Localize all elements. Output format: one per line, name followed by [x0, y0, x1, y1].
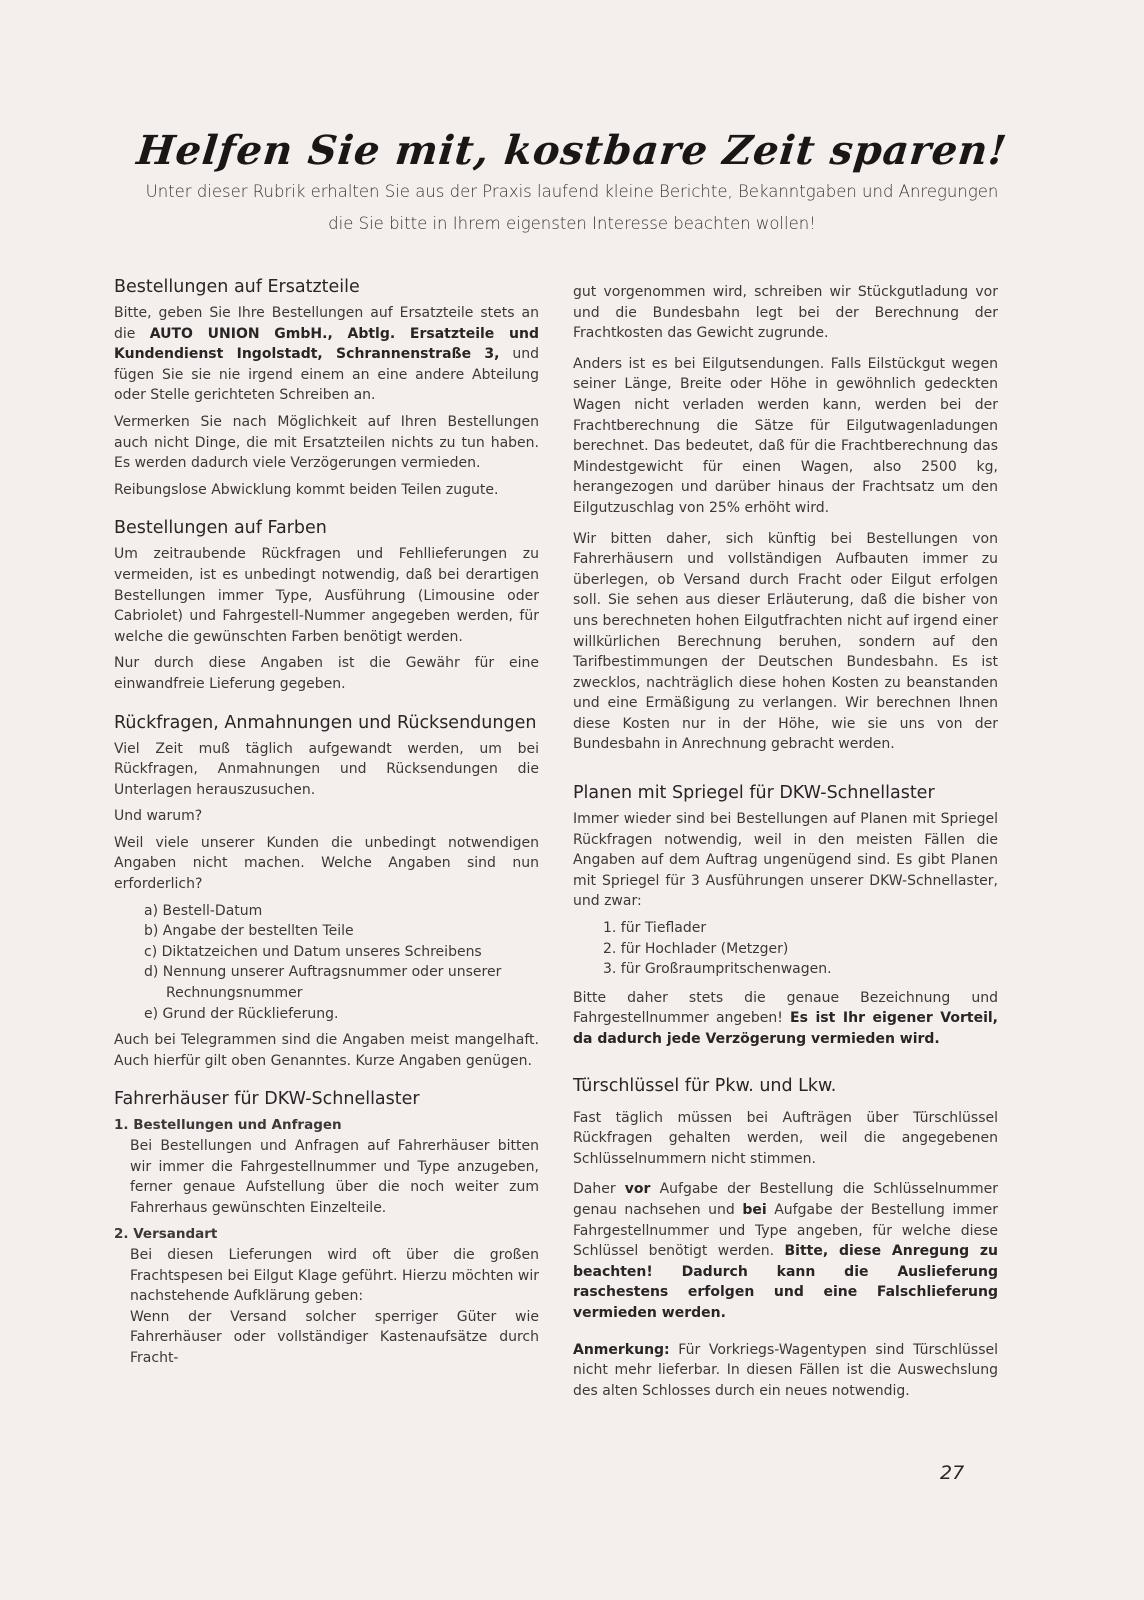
paragraph: Bei Bestellungen und Anfragen auf Fahrerhäuser bitten wir immer die Fahrgestellnummer und Type anzugeben, ferner genaue Aufstellung über die noch weiter zum Fahrerhaus gewünschten Einzelteile.	[130, 1138, 539, 1216]
required-info-list	[114, 901, 539, 1025]
list-item: c) Diktatzeichen und Datum unseres Schreibens	[144, 943, 482, 960]
section-ersatzteile	[114, 275, 539, 500]
note-paragraph	[573, 1340, 998, 1402]
section-heading: Bestellungen auf Farben	[114, 518, 327, 539]
paragraph: Fast täglich müssen bei Aufträgen über Türschlüssel Rückfragen gehalten werden, weil die angegebenen Schlüsselnummern nicht stimmen.	[573, 1109, 998, 1167]
right-column	[573, 282, 998, 1417]
subsection-title: 1. Bestellungen und Anfragen	[114, 1117, 342, 1134]
paragraph: Anders ist es bei Eilgutsendungen. Falls Eilstückgut wegen seiner Länge, Breite oder Höhe in gewöhnlich gedeckten Wagen nicht verladen werden kann, werden bei der Frachtberechnung die Sätze für Eilgutwagenladungen berechnet. Das bedeutet, daß für die Frachtberechnung das Mindestgewicht für einen Wagen, also 2500 kg, herangezogen und darüber hinaus der Frachtsatz um den Eilgutzuschlag von 25% erhöht wird.	[573, 355, 998, 516]
text: Daher	[573, 1181, 625, 1198]
list-item: a) Bestell-Datum	[144, 902, 263, 919]
paragraph: Wenn der Versand solcher sperriger Güter wie Fahrerhäuser oder vollständiger Kastenaufsätze durch Fracht-	[130, 1308, 539, 1366]
text: Bitte, geben Sie Ihre Bestellungen auf Ersatzteile stets an die	[114, 305, 539, 342]
paragraph: gut vorgenommen wird, schreiben wir Stückgutladung vor und die Bundesbahn legt bei der Berechnung der Frachtkosten das Gewicht zugrunde.	[573, 284, 998, 342]
text: Aufgabe der Bestellung die Schlüsselnummer genau nachsehen und	[573, 1181, 998, 1218]
section-rueckfragen	[114, 711, 539, 1072]
paragraph: Weil viele unserer Kunden die unbedingt notwendigen Angaben nicht machen. Welche Angaben sind nun erforderlich?	[114, 834, 539, 893]
paragraph	[114, 303, 539, 406]
list-item: b) Angabe der bestellten Teile	[144, 923, 354, 940]
list-item: e) Grund der Rücklieferung.	[144, 1005, 339, 1022]
section-planen	[573, 781, 998, 1050]
text: Aufgabe der Bestellung immer Fahrgestellnummer und Type angeben, für welche diese Schlüssel benötigt werden.	[573, 1201, 998, 1260]
bold-text: vor	[624, 1181, 651, 1198]
paragraph: Um zeitraubende Rückfragen und Fehllieferungen zu vermeiden, ist es unbedingt notwendig, daß bei derartigen Bestellungen immer Type, Ausführung (Limousine oder Cabriolet) und Fahrgestell-Nummer angegeben werden, für welche die gewünschten Farben benötigt werden.	[114, 546, 539, 645]
paragraph: Nur durch diese Angaben ist die Gewähr für eine einwandfreie Lieferung gegeben.	[114, 655, 539, 692]
section-heading: Rückfragen, Anmahnungen und Rücksendungen	[114, 712, 537, 733]
paragraph: Und warum?	[114, 808, 203, 825]
section-heading: Planen mit Spriegel für DKW-Schnellaster	[573, 783, 935, 804]
bold-text: bei	[742, 1201, 767, 1218]
section-farben	[114, 516, 539, 694]
paragraph: Auch bei Telegrammen sind die Angaben meist mangelhaft. Auch hierfür gilt oben Genanntes. Kurze Angaben genügen.	[114, 1032, 539, 1069]
variants-list	[603, 918, 998, 980]
page-title: Helfen Sie mit, kostbare Zeit sparen!	[134, 126, 1010, 174]
list-item: 3. für Großraumpritschenwagen.	[603, 961, 832, 978]
intro-text	[100, 176, 1044, 240]
intro-line-1: Unter dieser Rubrik erhalten Sie aus der Praxis laufend kleine Berichte, Bekanntgaben und Anregungen	[145, 182, 999, 201]
list-item: 2. für Hochlader (Metzger)	[603, 940, 789, 957]
text: Für Vorkriegs-Wagentypen sind Türschlüssel nicht mehr lieferbar. In diesen Fällen ist die Auswechslung des alten Schlosses durch ein neues notwendig.	[573, 1341, 998, 1399]
left-column	[114, 275, 539, 1385]
paragraph	[573, 1179, 998, 1323]
paragraph: Bei diesen Lieferungen wird oft über die großen Frachtspesen bei Eilgut Klage geführt. Hierzu möchten wir nachstehende Aufklärung geben:	[130, 1246, 539, 1305]
paragraph: Reibungslose Abwicklung kommt beiden Teilen zugute.	[114, 481, 499, 498]
section-heading: Türschlüssel für Pkw. und Lkw.	[573, 1075, 837, 1096]
text: und fügen Sie sie nie irgend einem an eine andere Abteilung oder Stelle gerichteten Schreiben an.	[114, 346, 539, 404]
subsection-title: 2. Versandart	[114, 1226, 218, 1243]
bold-text: Bitte, diese Anregung zu beachten! Dadurch kann die Auslieferung raschestens erfolgen und eine Falschlieferung vermieden werden.	[573, 1243, 998, 1321]
list-item: d) Nennung unserer Auftragsnummer oder unserer Rechnungsnummer	[144, 964, 502, 1002]
section-heading: Fahrerhäuser für DKW-Schnellaster	[114, 1089, 420, 1110]
paragraph	[573, 988, 998, 1050]
paragraph: Wir bitten daher, sich künftig bei Bestellungen von Fahrerhäusern und vollständigen Aufbauten immer zu überlegen, ob Versand durch Fracht oder Eilgut erfolgen soll. Sie sehen aus dieser Erläuterung, daß die bisher von uns berechneten hohen Eilgutfrachten nicht auf irgend einer willkürlichen Berechnung beruhen, sondern auf den Tarifbestimmungen der Deutschen Bundesbahn. Es ist zwecklos, nachträglich diese hohen Kosten zu beanstanden und eine Ermäßigung zu verlangen. Wir berechnen Ihnen diese Kosten nur in der Höhe, wie sie uns von der Bundesbahn in Anrechnung gebracht werden.	[573, 530, 998, 753]
page-number: 27	[940, 1462, 965, 1484]
address-bold: AUTO UNION GmbH., Abtlg. Ersatzteile und Kundendienst Ingolstadt, Schrannenstraße 3,	[114, 325, 539, 363]
section-fahrerhaeuser-continued	[573, 282, 998, 755]
text: Bitte daher stets die genaue Bezeichnung und Fahrgestellnummer angeben!	[573, 989, 998, 1027]
bold-text: Es ist Ihr eigener Vorteil, da dadurch jede Verzögerung vermieden wird.	[573, 1010, 998, 1047]
paragraph: Viel Zeit muß täglich aufgewandt werden, um bei Rückfragen, Anmahnungen und Rücksendungen die Unterlagen herauszusuchen.	[114, 740, 539, 798]
list-item: 1. für Tieflader	[603, 920, 707, 937]
intro-line-2: die Sie bitte in Ihrem eigensten Interesse beachten wollen!	[328, 214, 816, 233]
paragraph: Immer wieder sind bei Bestellungen auf Planen mit Spriegel Rückfragen notwendig, weil in den meisten Fällen die Angaben auf dem Auftrag ungenügend sind. Es gibt Planen mit Spriegel für 3 Ausführungen unserer DKW-Schnellaster, und zwar:	[573, 811, 998, 910]
section-tuerschluessel	[573, 1074, 998, 1402]
paragraph: Vermerken Sie nach Möglichkeit auf Ihren Bestellungen auch nicht Dinge, die mit Ersatzteilen nichts zu tun haben. Es werden dadurch viele Verzögerungen vermieden.	[114, 413, 539, 472]
section-heading: Bestellungen auf Ersatzteile	[114, 277, 360, 297]
section-fahrerhaeuser	[114, 1087, 539, 1368]
note-label: Anmerkung:	[573, 1341, 670, 1358]
